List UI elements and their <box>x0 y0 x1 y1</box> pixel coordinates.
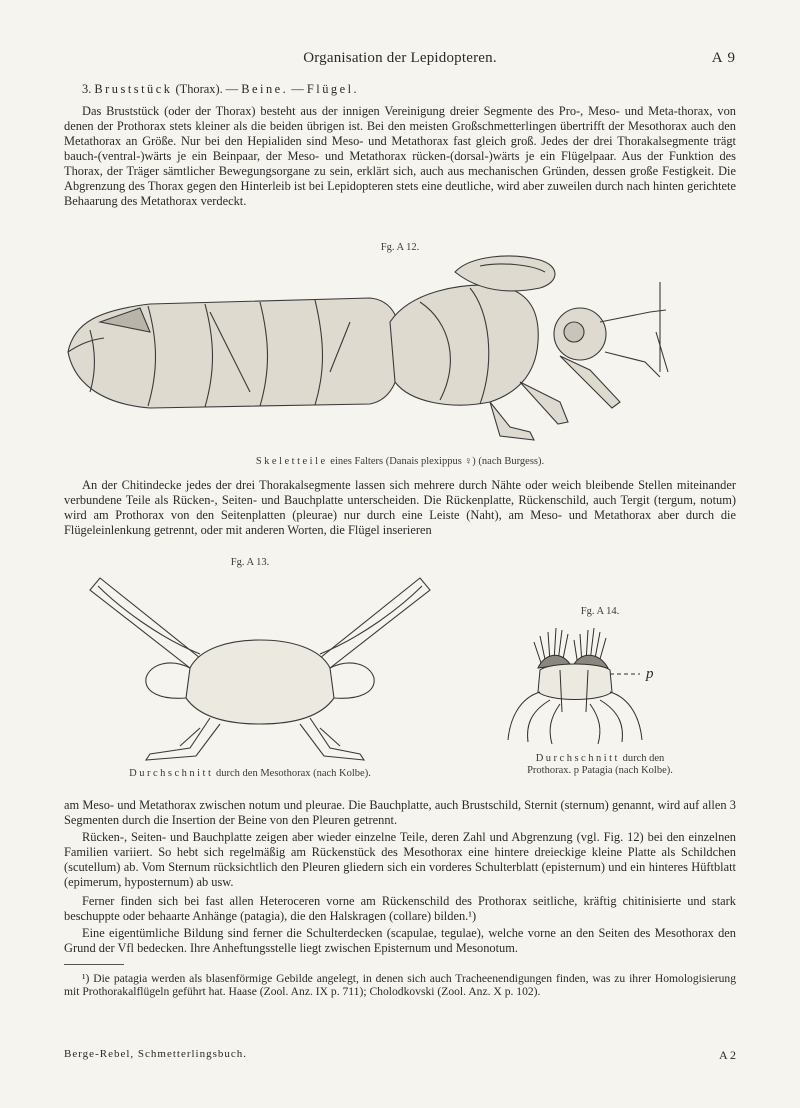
thorax <box>390 285 538 405</box>
running-header <box>64 50 736 72</box>
heading-part: Flügel. <box>306 82 360 96</box>
section-heading <box>64 82 736 97</box>
right-wing <box>320 586 422 654</box>
page-number: A 9 <box>711 50 736 66</box>
caption-text: durch den Mesothorax (nach Kolbe). <box>216 768 371 779</box>
caption-spaced: Skeletteile <box>255 456 328 467</box>
caption-text: Prothorax. p Patagia (nach Kolbe). <box>527 765 673 776</box>
footer-source: Berge-Rebel, Schmetterlingsbuch. <box>64 1048 248 1060</box>
figure-caption <box>480 753 720 777</box>
page-title: Organisation der Lepidopteren. <box>303 50 497 66</box>
caption-spaced: Durchschnitt <box>129 768 214 779</box>
footnote: ¹) Die patagia werden als blasenförmige Gebilde angelegt, in denen sich auch Tracheenendigungen finden, was zu ihrer Homologisierung mit Prothorakalflügeln geführt hat. Haase (Zool. Anz. IX p. 711); Cholodkovski (Zool. Anz. X p. 102). <box>64 972 736 999</box>
footnote-rule <box>64 964 124 965</box>
butterfly-skeleton-figure <box>60 252 680 448</box>
paragraph: Eine eigentümliche Bildung sind ferner die Schulterdecken (scapulae, tegulae), welche vorne an den Seiten des Mesothorax den Grund der Vfl bedecken. Ihre Anheftungsstelle liegt zwischen Episternum und Mesonotum. <box>64 926 736 955</box>
paragraph: Ferner finden sich bei fast allen Heteroceren vorne am Rückenschild des Prothorax seitliche, kräftig chitinisierte und stark beschuppte oder behaarte Anhänge (patagia), die den Halskragen (collare) bilden.¹) <box>64 894 736 923</box>
caption-spaced: Durchschnitt <box>535 753 620 764</box>
figure-label: Fg. A 14. <box>580 606 620 617</box>
section-number: 3. <box>82 82 92 96</box>
figure-label: Fg. A 12. <box>380 242 420 253</box>
prothorax-section-figure <box>500 622 670 746</box>
mesothorax-section-figure <box>80 568 440 764</box>
caption-text: eines Falters (Danais plexippus ♀) (nach Burgess). <box>330 456 545 467</box>
paragraph: am Meso- und Metathorax zwischen notum und pleurae. Die Bauchplatte, auch Brustschild, Sternit (sternum) genannt, wird auf allen 3 Segmenten durch die Insertion der Beine von den Pleuren getrennt. <box>64 798 736 827</box>
left-wing <box>98 586 200 654</box>
heading-part: — <box>225 82 239 96</box>
heading-part: (Thorax). <box>175 82 223 96</box>
figure-label: Fg. A 13. <box>230 557 270 568</box>
heading-part: — <box>291 82 304 96</box>
paragraph: Rücken-, Seiten- und Bauchplatte zeigen aber wieder einzelne Teile, deren Zahl und Abgrenzung (vgl. Fig. 12) bei den einzelnen Familien variiert. So hebt sich regelmäßig am Rückenstück des Mesothorax eine hintere dreieckige kleine Platte als Schildchen (scutellum) ab. Vom Sternum rücksichtlich den Pleuren gliedern sich ein vorderes Schulterblatt (episternum) und ein hinteres Hüftblatt (epimerum, hyposternum) ab usw. <box>64 830 736 889</box>
left-leg <box>146 718 220 760</box>
body-section <box>186 640 334 724</box>
page-footer <box>64 1048 736 1060</box>
patagia-pointer-label: p <box>646 666 654 682</box>
caption-text: durch den <box>622 753 665 764</box>
figure-caption <box>0 456 800 468</box>
abdomen <box>68 298 402 408</box>
paragraph: Das Bruststück (oder der Thorax) besteht aus der innigen Vereinigung dreier Segmente des Pro-, Meso- und Meta-thorax, von denen der Prothorax stets kleiner als die beiden übrigen ist. Bei den meisten Großschmetterlingen übertrifft der Mesothorax auch den Metathorax an Größe. Nur bei den Hepialiden sind Meso- und Metathorax fast gleich groß. Jedes der drei Thorakalsegmente trägt bauch-(ventral-)wärts je ein Beinpaar, der Meso- und Metathorax rücken-(dorsal-)wärts je ein Flügelpaar. Aus der Funktion des Thorax, der Träger sämtlicher Bewegungsorgane zu sein, erklärt sich, auch aus mechanischen Gründen, dessen große Festigkeit. Die Abgrenzung des Thorax gegen den Hinterleib ist bei Lepidopteren stets eine deutliche, wird aber zuweilen durch nach hinten gerichtete Behaarung des Metathorax verdeckt. <box>64 104 736 208</box>
heading-part: Beine. <box>241 82 289 96</box>
figure-caption <box>60 768 440 780</box>
signature-mark: A 2 <box>718 1048 736 1062</box>
heading-part: Bruststück <box>94 82 173 96</box>
prothorax-legs <box>528 700 623 744</box>
paragraph: An der Chitindecke jedes der drei Thorakalsegmente lassen sich mehrere durch Nähte oder weich bleibende Stellen miteinander verbundene Teile als Rücken-, Seiten- und Bauchplatte unterscheiden. Die Rückenplatte, Rückenschild, auch Tergit (tergum, notum) wird am Prothorax von den Seitenplatten (pleurae) nur durch eine Leiste (Naht), am Meso- und Metathorax aber durch die Flügeleinlenkung getrennt, oder mit anderen Worten, die Flügel inserieren <box>64 478 736 537</box>
patagia-hairs <box>534 628 608 668</box>
